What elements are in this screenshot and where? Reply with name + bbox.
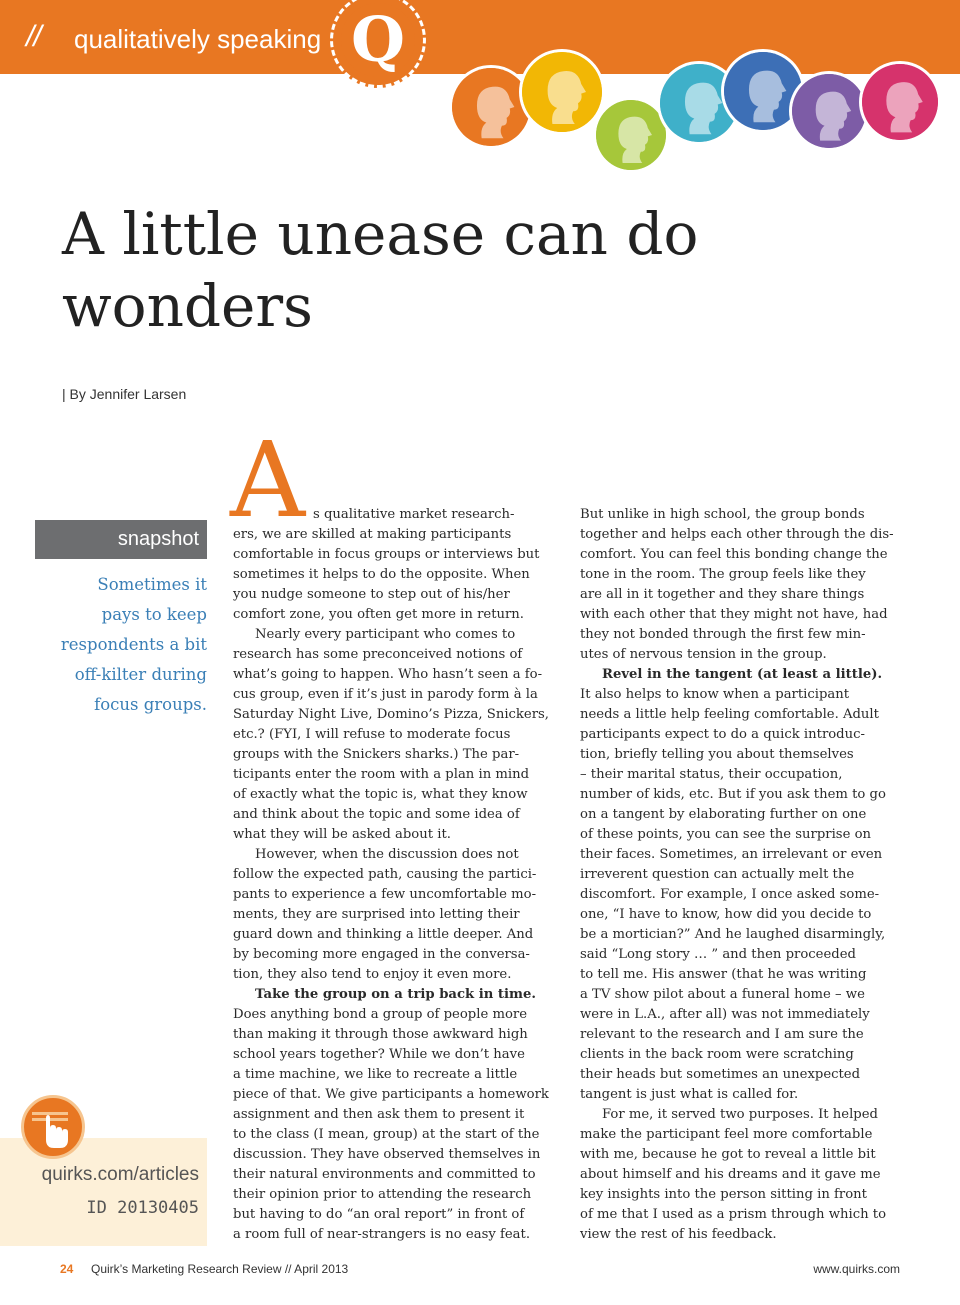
- text-line: about himself and his dreams and it gave me: [580, 1167, 881, 1182]
- text-line: on a tangent by elaborating further on one: [580, 807, 867, 822]
- body-paragraph: [233, 525, 555, 625]
- text-line: However, when the discussion does not: [255, 847, 519, 862]
- snapshot-line: focus groups.: [94, 695, 207, 714]
- body-paragraph: [233, 505, 555, 525]
- text-line: ticipants enter the room with a plan in mind: [233, 767, 530, 782]
- text-line: Saturday Night Live, Domino’s Pizza, Snickers,: [233, 707, 549, 722]
- text-line: groups with the Snickers sharks.) The par-: [233, 747, 520, 762]
- green-face-icon: [596, 100, 666, 170]
- body-paragraph: [233, 845, 555, 985]
- text-line: needs a little help feeling comfortable. Adult: [580, 707, 879, 722]
- text-line: comfortable in focus groups or interviews but: [233, 547, 540, 562]
- text-line: tone in the room. The group feels like they: [580, 567, 866, 582]
- text-line: of exactly what the topic is, what they know: [233, 787, 528, 802]
- text-line: tion, they also tend to enjoy it even more.: [233, 967, 512, 982]
- text-line: follow the expected path, causing the partici-: [233, 867, 537, 882]
- page-number: 24: [60, 1262, 74, 1276]
- text-line: Take the group on a trip back in time.: [255, 987, 536, 1002]
- snapshot-line: Sometimes it: [97, 575, 207, 594]
- body-column-1: [233, 505, 555, 1245]
- snapshot-summary: [35, 570, 207, 720]
- section-heading: [233, 985, 555, 1005]
- body-paragraph: [233, 625, 555, 845]
- text-line: discussion. They have observed themselves in: [233, 1147, 541, 1162]
- text-line: be a mortician?” And he laughed disarmingly,: [580, 927, 886, 942]
- badge-letter: Q: [350, 3, 405, 76]
- text-line: etc.? (FYI, I will refuse to moderate focus: [233, 727, 511, 742]
- body-paragraph: [580, 1105, 905, 1245]
- promo-url[interactable]: quirks.com/articles: [41, 1164, 199, 1185]
- pink-face-icon: [862, 64, 938, 140]
- text-line: relevant to the research and I am sure the: [580, 1027, 864, 1042]
- text-line: you nudge someone to step out of his/her: [233, 587, 510, 602]
- text-line: Nearly every participant who comes to: [255, 627, 516, 642]
- drop-cap: A: [230, 419, 306, 541]
- text-line: piece of that. We give participants a homework: [233, 1087, 549, 1102]
- text-line: are all in it together and they share things: [580, 587, 865, 602]
- q-badge-icon: [330, 0, 426, 88]
- text-line: what’s going to happen. Who hasn’t seen a fo-: [233, 667, 543, 682]
- yellow-face-icon: [522, 52, 602, 132]
- text-line: what they will be asked about it.: [233, 827, 451, 842]
- text-line: guard down and thinking a little deeper. And: [233, 927, 534, 942]
- text-line: pants to experience a few uncomfortable mo-: [233, 887, 537, 902]
- text-line: make the participant feel more comfortable: [580, 1127, 873, 1142]
- text-line: view the rest of his feedback.: [580, 1227, 777, 1242]
- snapshot-header: [35, 520, 207, 559]
- body-column-2: [580, 505, 905, 1245]
- text-line: ments, they are surprised into letting their: [233, 907, 520, 922]
- section-header: [0, 0, 960, 74]
- orange-face-icon: [452, 68, 530, 146]
- text-line: a time machine, we like to recreate a little: [233, 1067, 518, 1082]
- text-line: cus group, even if it’s just in parody form à la: [233, 687, 538, 702]
- snapshot-line: off-kilter during: [74, 665, 207, 684]
- text-line: irreverent question can actually melt the: [580, 867, 855, 882]
- text-line: with each other that they might not have, had: [580, 607, 888, 622]
- text-line: were in L.A., after all) was not immediately: [580, 1007, 870, 1022]
- text-line: their natural environments and committed to: [233, 1167, 536, 1182]
- purple-face-icon: [792, 74, 866, 148]
- body-paragraph: [580, 505, 905, 665]
- text-line: assignment and then ask them to present it: [233, 1107, 525, 1122]
- website-link[interactable]: www.quirks.com: [813, 1262, 900, 1276]
- title-line-2: wonders: [62, 272, 313, 340]
- text-line: tion, briefly telling you about themselves: [580, 747, 854, 762]
- text-line: s qualitative market research-: [313, 507, 515, 522]
- text-line: and think about the topic and some idea of: [233, 807, 520, 822]
- text-line: but having to do “an oral report” in front of: [233, 1207, 525, 1222]
- snapshot-label: snapshot: [117, 528, 199, 550]
- byline: | By Jennifer Larsen: [62, 386, 187, 402]
- text-line: their faces. Sometimes, an irrelevant or even: [580, 847, 883, 862]
- article-title: [62, 198, 782, 342]
- text-line: to tell me. His answer (that he was writing: [580, 967, 867, 982]
- text-line: a room full of near-strangers is no easy feat.: [233, 1227, 531, 1242]
- text-line: to the class (I mean, group) at the start of the: [233, 1127, 540, 1142]
- pointing-hand-icon: [21, 1095, 85, 1159]
- header-slash: //: [26, 20, 41, 53]
- text-line: discomfort. For example, I once asked some-: [580, 887, 880, 902]
- text-line: their opinion prior to attending the research: [233, 1187, 532, 1202]
- text-line: with me, because he got to reveal a little bit: [580, 1147, 876, 1162]
- text-line: than making it through those awkward high: [233, 1027, 528, 1042]
- text-line: ers, we are skilled at making participants: [233, 527, 512, 542]
- text-line: their heads but sometimes an unexpected: [580, 1067, 861, 1082]
- promo-id: ID 20130405: [86, 1198, 199, 1218]
- text-line: number of kids, etc. But if you ask them to go: [580, 787, 886, 802]
- text-line: comfort zone, you often get more in return.: [233, 607, 524, 622]
- text-line: research has some preconceived notions of: [233, 647, 523, 662]
- text-line: of these points, you can see the surprise on: [580, 827, 872, 842]
- text-line: Revel in the tangent (at least a little).: [602, 667, 883, 682]
- text-line: together and helps each other through the dis-: [580, 527, 894, 542]
- text-line: a TV show pilot about a funeral home – we: [580, 987, 865, 1002]
- text-line: But unlike in high school, the group bonds: [580, 507, 865, 522]
- body-paragraph: [580, 685, 905, 1105]
- text-line: tangent is just what is called for.: [580, 1087, 799, 1102]
- text-line: school years together? While we don’t have: [233, 1047, 525, 1062]
- text-line: clients in the back room were scratching: [580, 1047, 854, 1062]
- text-line: comfort. You can feel this bonding change the: [580, 547, 888, 562]
- section-heading: [580, 665, 905, 685]
- title-line-1: A little unease can do: [62, 200, 699, 268]
- blue-face-icon: [724, 52, 802, 130]
- body-paragraph: [233, 1005, 555, 1245]
- text-line: they not bonded through the first few min-: [580, 627, 866, 642]
- text-line: For me, it served two purposes. It helped: [602, 1107, 878, 1122]
- text-line: sometimes it helps to do the opposite. When: [233, 567, 530, 582]
- text-line: – their marital status, their occupation,: [580, 767, 843, 782]
- publication-info: Quirk’s Marketing Research Review // April 2013: [91, 1262, 349, 1276]
- text-line: utes of nervous tension in the group.: [580, 647, 827, 662]
- text-line: It also helps to know when a participant: [580, 687, 850, 702]
- section-title: qualitatively speaking: [74, 24, 322, 54]
- text-line: said “Long story … ” and then proceeded: [580, 947, 856, 962]
- text-line: of me that I used as a prism through which to: [580, 1207, 887, 1222]
- snapshot-line: respondents a bit: [60, 635, 207, 654]
- text-line: participants expect to do a quick introduc-: [580, 727, 865, 742]
- text-line: by becoming more engaged in the conversa-: [233, 947, 530, 962]
- text-line: one, “I have to know, how did you decide to: [580, 907, 872, 922]
- text-line: Does anything bond a group of people more: [233, 1007, 528, 1022]
- page-footer: [0, 1258, 960, 1282]
- text-line: key insights into the person sitting in front: [580, 1187, 867, 1202]
- snapshot-line: pays to keep: [101, 605, 207, 624]
